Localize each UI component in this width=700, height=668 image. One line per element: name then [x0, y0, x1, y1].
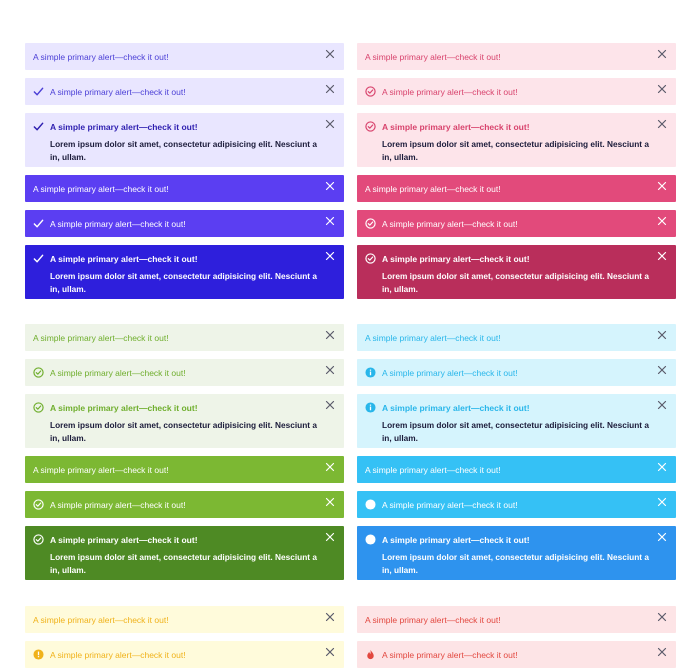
alert-title: A simple primary alert—check it out!	[50, 534, 198, 545]
primary-alert-solid	[25, 175, 344, 202]
alert-header	[365, 526, 530, 553]
check-circle-icon	[365, 86, 376, 97]
close-icon[interactable]	[657, 181, 667, 191]
alert-header	[365, 641, 518, 668]
alert-header	[33, 210, 186, 237]
alert-description: Lorem ipsum dolor sit amet, consectetur adipisicing elit. Nesciunt a in, ullam.	[382, 420, 649, 443]
check-circle-icon	[33, 402, 44, 413]
alert-header	[365, 175, 501, 202]
info-alert-light-with-description	[357, 394, 676, 448]
primary-alert-light	[25, 43, 344, 70]
danger-alert-solid-with-description	[357, 245, 676, 299]
alert-header	[365, 113, 530, 140]
alert-title: A simple primary alert—check it out!	[33, 183, 169, 194]
alert-title: A simple primary alert—check it out!	[382, 253, 530, 264]
alert-title: A simple primary alert—check it out!	[33, 51, 169, 62]
check-circle-icon	[33, 367, 44, 378]
alert-header	[365, 245, 530, 272]
warning-circle-icon	[33, 649, 44, 660]
close-icon[interactable]	[657, 647, 667, 657]
alert-title: A simple primary alert—check it out!	[365, 51, 501, 62]
danger-alert-solid	[357, 175, 676, 202]
primary-alert-solid-with-description	[25, 245, 344, 299]
info-alert-solid	[357, 456, 676, 483]
close-icon[interactable]	[325, 119, 335, 129]
close-icon[interactable]	[657, 49, 667, 59]
info-alert-solid-with-description	[357, 526, 676, 580]
info-circle-icon	[365, 402, 376, 413]
check-circle-icon	[33, 499, 44, 510]
close-icon[interactable]	[657, 497, 667, 507]
check-icon	[33, 253, 44, 264]
check-circle-icon	[365, 121, 376, 132]
close-icon[interactable]	[325, 49, 335, 59]
check-circle-icon	[33, 534, 44, 545]
alert-description: Lorem ipsum dolor sit amet, consectetur adipisicing elit. Nesciunt a in, ullam.	[382, 271, 649, 294]
alert-title: A simple primary alert—check it out!	[50, 367, 186, 378]
info-alert-solid-with-icon	[357, 491, 676, 518]
info-circle-icon	[365, 367, 376, 378]
info-alert-light	[357, 324, 676, 351]
alert-title: A simple primary alert—check it out!	[33, 332, 169, 343]
check-icon	[33, 218, 44, 229]
primary-alert-light-with-description	[25, 113, 344, 167]
alert-header	[33, 359, 186, 386]
warning-alert-light	[25, 606, 344, 633]
close-icon[interactable]	[325, 216, 335, 226]
check-circle-icon	[365, 218, 376, 229]
alert-header	[33, 606, 169, 633]
close-icon[interactable]	[657, 119, 667, 129]
danger-alert-solid-with-icon	[357, 210, 676, 237]
info-circle-icon	[365, 499, 376, 510]
alert-header	[33, 526, 198, 553]
alert-header	[365, 359, 518, 386]
alert-title: A simple primary alert—check it out!	[382, 499, 518, 510]
close-icon[interactable]	[657, 612, 667, 622]
success-alert-solid	[25, 456, 344, 483]
close-icon[interactable]	[325, 647, 335, 657]
close-icon[interactable]	[325, 532, 335, 542]
alert-header	[33, 491, 186, 518]
close-icon[interactable]	[657, 532, 667, 542]
alert-header	[365, 324, 501, 351]
info-circle-icon	[365, 534, 376, 545]
success-alert-solid-with-icon	[25, 491, 344, 518]
alert-header	[365, 78, 518, 105]
alert-header	[33, 324, 169, 351]
alert-description: Lorem ipsum dolor sit amet, consectetur adipisicing elit. Nesciunt a in, ullam.	[50, 271, 317, 294]
alert-title: A simple primary alert—check it out!	[382, 402, 530, 413]
close-icon[interactable]	[657, 400, 667, 410]
success-alert-light-with-description	[25, 394, 344, 448]
close-icon[interactable]	[657, 330, 667, 340]
alert-title: A simple primary alert—check it out!	[33, 614, 169, 625]
alert-header	[365, 210, 518, 237]
alert-header	[33, 456, 169, 483]
alert-title: A simple primary alert—check it out!	[382, 534, 530, 545]
flame-icon	[365, 649, 376, 660]
primary-alert-solid-with-icon	[25, 210, 344, 237]
primary-alert-light-with-icon	[25, 78, 344, 105]
alert-header	[33, 245, 198, 272]
error-alert-light	[357, 606, 676, 633]
alert-title: A simple primary alert—check it out!	[50, 86, 186, 97]
close-icon[interactable]	[325, 84, 335, 94]
close-icon[interactable]	[325, 330, 335, 340]
danger-alert-light-with-icon	[357, 78, 676, 105]
success-alert-light	[25, 324, 344, 351]
danger-alert-light	[357, 43, 676, 70]
close-icon[interactable]	[657, 365, 667, 375]
close-icon[interactable]	[325, 400, 335, 410]
alert-description: Lorem ipsum dolor sit amet, consectetur adipisicing elit. Nesciunt a in, ullam.	[382, 139, 649, 162]
alert-title: A simple primary alert—check it out!	[50, 402, 198, 413]
alert-header	[365, 606, 501, 633]
alert-title: A simple primary alert—check it out!	[382, 121, 530, 132]
alert-title: A simple primary alert—check it out!	[382, 367, 518, 378]
close-icon[interactable]	[325, 462, 335, 472]
error-alert-light-with-icon	[357, 641, 676, 668]
alert-title: A simple primary alert—check it out!	[382, 649, 518, 660]
alert-title: A simple primary alert—check it out!	[382, 218, 518, 229]
alert-title: A simple primary alert—check it out!	[365, 332, 501, 343]
success-alert-light-with-icon	[25, 359, 344, 386]
success-alert-solid-with-description	[25, 526, 344, 580]
check-circle-icon	[365, 253, 376, 264]
close-icon[interactable]	[325, 365, 335, 375]
alert-header	[365, 456, 501, 483]
close-icon[interactable]	[325, 612, 335, 622]
alert-header	[365, 491, 518, 518]
close-icon[interactable]	[325, 181, 335, 191]
warning-alert-light-with-icon	[25, 641, 344, 668]
check-icon	[33, 121, 44, 132]
alert-title: A simple primary alert—check it out!	[50, 218, 186, 229]
alert-title: A simple primary alert—check it out!	[382, 86, 518, 97]
alert-header	[33, 78, 186, 105]
check-icon	[33, 86, 44, 97]
alert-header	[33, 641, 186, 668]
info-alert-light-with-icon	[357, 359, 676, 386]
alert-description: Lorem ipsum dolor sit amet, consectetur adipisicing elit. Nesciunt a in, ullam.	[50, 420, 317, 443]
danger-alert-light-with-description	[357, 113, 676, 167]
close-icon[interactable]	[657, 84, 667, 94]
alert-header	[33, 175, 169, 202]
alert-title: A simple primary alert—check it out!	[365, 614, 501, 625]
close-icon[interactable]	[657, 251, 667, 261]
alert-header	[33, 113, 198, 140]
alert-header	[365, 43, 501, 70]
alert-title: A simple primary alert—check it out!	[50, 499, 186, 510]
alert-header	[33, 394, 198, 421]
alert-title: A simple primary alert—check it out!	[50, 253, 198, 264]
alert-title: A simple primary alert—check it out!	[365, 464, 501, 475]
close-icon[interactable]	[325, 251, 335, 261]
close-icon[interactable]	[657, 462, 667, 472]
alert-header	[365, 394, 530, 421]
alert-header	[33, 43, 169, 70]
alert-title: A simple primary alert—check it out!	[50, 649, 186, 660]
alert-description: Lorem ipsum dolor sit amet, consectetur adipisicing elit. Nesciunt a in, ullam.	[50, 552, 317, 575]
alert-title: A simple primary alert—check it out!	[50, 121, 198, 132]
alert-description: Lorem ipsum dolor sit amet, consectetur adipisicing elit. Nesciunt a in, ullam.	[382, 552, 649, 575]
close-icon[interactable]	[657, 216, 667, 226]
alert-title: A simple primary alert—check it out!	[365, 183, 501, 194]
close-icon[interactable]	[325, 497, 335, 507]
alert-description: Lorem ipsum dolor sit amet, consectetur adipisicing elit. Nesciunt a in, ullam.	[50, 139, 317, 162]
alert-title: A simple primary alert—check it out!	[33, 464, 169, 475]
